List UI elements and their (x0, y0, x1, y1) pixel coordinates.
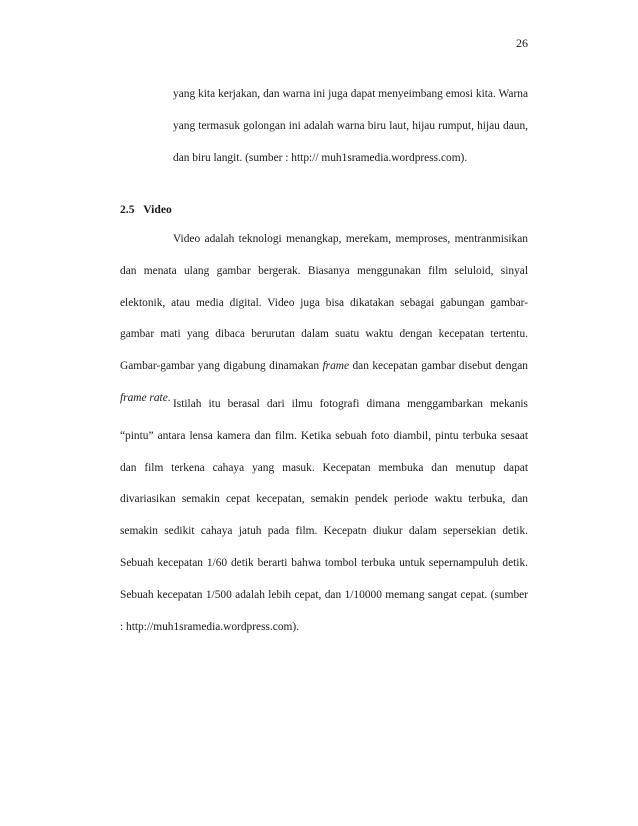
section-number: 2.5 (120, 203, 135, 216)
frame-rate-term: frame rate (120, 391, 168, 404)
continued-paragraph: yang kita kerjakan, dan warna ini juga dapat menyeimbang emosi kita. Warna yang termasuk golongan ini adalah warna biru laut, hijau rumput, hijau daun, dan biru langit. (sumber : http:// muh1sramedia.wordpress.com). (173, 88, 528, 164)
section-heading (120, 203, 172, 216)
shutter-paragraph: Istilah itu berasal dari ilmu fotografi dimana menggambarkan mekanis “pintu” antara lensa kamera dan film. Ketika sebuah foto diambil, pintu terbuka sesaat dan film terkena cahaya yang masuk. Kecepatan membuka dan menutup dapat divariasikan semakin cepat kecepatan, semakin pendek periode waktu terbuka, dan semakin sedikit cahaya jatuh pada film. Kecepatn diukur dalam sepersekian detik. Sebuah kecepatan 1/60 detik berarti bahwa tombol terbuka untuk sepernampuluh detik. Sebuah kecepatan 1/500 adalah lebih cepat, dan 1/10000 memang sangat cepat. (sumber : http://muh1sramedia.wordpress.com). (120, 398, 528, 633)
video-paragraph-end: . (167, 391, 171, 404)
video-paragraph (120, 224, 528, 415)
video-paragraph-text: Video adalah teknologi menangkap, merekam, memproses, mentranmisikan dan menata ulang gambar bergerak. Biasanya menggunakan film seluloid, sinyal elektonik, atau media digital. Video juga bisa dikatakan sebagai gabungan gambar-gambar mati yang dibaca berurutan dalam suatu waktu dengan kecepatan tertentu. Gambar-gambar yang digabung dinamakan (120, 233, 528, 373)
frame-term: frame (322, 360, 350, 373)
page-number: 26 (516, 36, 528, 50)
video-paragraph-mid: dan kecepatan gambar disebut dengan (349, 360, 528, 373)
section-title: Video (143, 203, 172, 216)
